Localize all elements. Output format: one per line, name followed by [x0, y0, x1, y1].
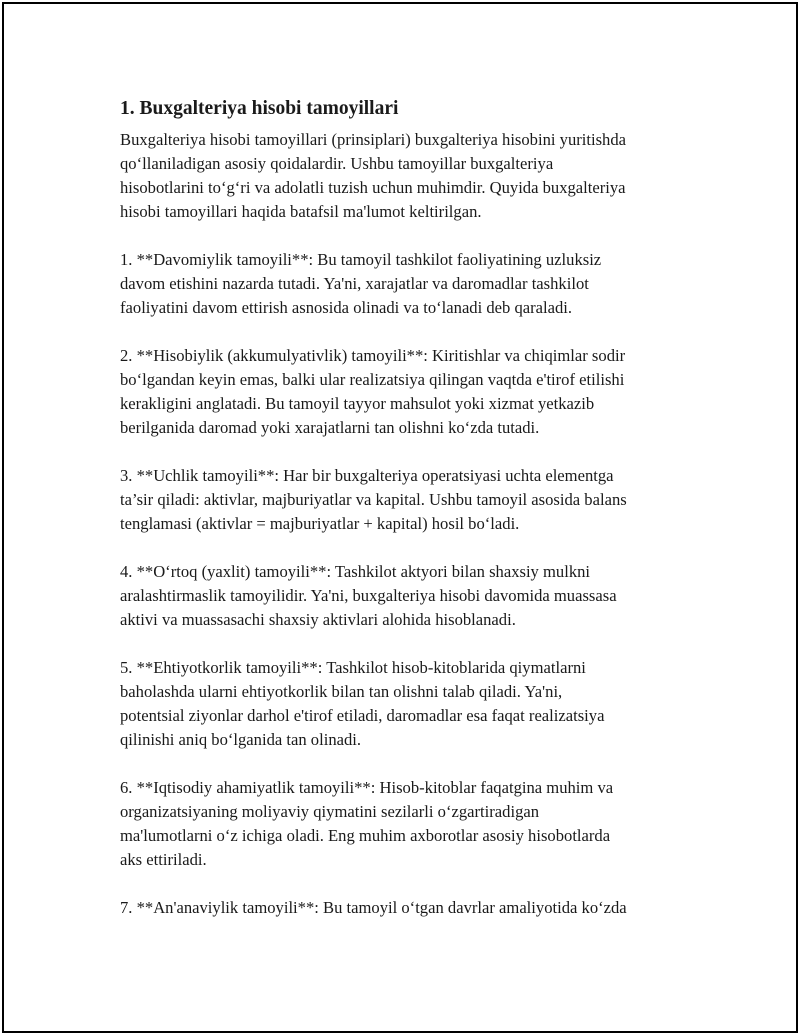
document-page	[2, 2, 798, 1033]
paragraph-line: kerakligini anglatadi. Bu tamoyil tayyor mahsulot yoki xizmat yetkazib	[120, 394, 595, 413]
paragraph-line: Buxgalteriya hisobi tamoyillari (prinsiplari) buxgalteriya hisobini yuritishda	[120, 130, 627, 149]
paragraph-line: aralashtirmaslik tamoyilidir. Ya'ni, buxgalteriya hisobi davomida muassasa	[120, 586, 617, 605]
paragraph-line: potentsial ziyonlar darhol e'tirof etiladi, daromadlar esa faqat realizatsiya	[120, 706, 605, 725]
paragraph-line: qilinishi aniq bo‘lganida tan olinadi.	[120, 730, 362, 749]
paragraph	[120, 560, 690, 632]
paragraph-line: baholashda ularni ehtiyotkorlik bilan tan olishni talab qiladi. Ya'ni,	[120, 682, 563, 701]
paragraph-line: 2. **Hisobiylik (akkumulyativlik) tamoyili**: Kiritishlar va chiqimlar sodir	[120, 346, 626, 365]
paragraph	[120, 776, 690, 872]
paragraph	[120, 128, 690, 224]
paragraph-line: bo‘lgandan keyin emas, balki ular realizatsiya qilingan vaqtda e'tirof etilishi	[120, 370, 625, 389]
paragraph-line: 3. **Uchlik tamoyili**: Har bir buxgalteriya operatsiyasi uchta elementga	[120, 466, 614, 485]
paragraph-line: davom etishini nazarda tutadi. Ya'ni, xarajatlar va daromadlar tashkilot	[120, 274, 589, 293]
paragraph-line: qo‘llaniladigan asosiy qoidalardir. Ushbu tamoyillar buxgalteriya	[120, 154, 554, 173]
paragraph	[120, 896, 690, 920]
paragraph-line: ma'lumotlarni o‘z ichiga oladi. Eng muhim axborotlar asosiy hisobotlarda	[120, 826, 611, 845]
paragraph-line: 4. **O‘rtoq (yaxlit) tamoyili**: Tashkilot aktyori bilan shaxsiy mulkni	[120, 562, 591, 581]
paragraph-line: aks ettiriladi.	[120, 850, 207, 869]
paragraph-line: aktivi va muassasachi shaxsiy aktivlari alohida hisoblanadi.	[120, 610, 516, 629]
paragraph	[120, 344, 690, 440]
paragraph	[120, 464, 690, 536]
paragraph-line: faoliyatini davom ettirish asnosida olinadi va to‘lanadi deb qaraladi.	[120, 298, 573, 317]
document-content	[120, 94, 690, 944]
document-title: 1. Buxgalteriya hisobi tamoyillari	[120, 98, 399, 119]
paragraph-line: hisobotlarini to‘g‘ri va adolatli tuzish uchun muhimdir. Quyida buxgalteriya	[120, 178, 626, 197]
paragraph-line: tenglamasi (aktivlar = majburiyatlar + kapital) hosil bo‘ladi.	[120, 514, 520, 533]
paragraph-line: 1. **Davomiylik tamoyili**: Bu tamoyil tashkilot faoliyatining uzluksiz	[120, 250, 602, 269]
paragraph-line: berilganida daromad yoki xarajatlarni tan olishni ko‘zda tutadi.	[120, 418, 540, 437]
paragraph-line: 7. **An'anaviylik tamoyili**: Bu tamoyil o‘tgan davrlar amaliyotida ko‘zda	[120, 898, 627, 917]
paragraph-line: 5. **Ehtiyotkorlik tamoyili**: Tashkilot hisob-kitoblarida qiymatlarni	[120, 658, 586, 677]
paragraph-line: hisobi tamoyillari haqida batafsil ma'lumot keltirilgan.	[120, 202, 482, 221]
paragraph	[120, 248, 690, 320]
document-body	[120, 128, 690, 920]
paragraph-line: organizatsiyaning moliyaviy qiymatini sezilarli o‘zgartiradigan	[120, 802, 540, 821]
paragraph	[120, 656, 690, 752]
paragraph-line: ta’sir qiladi: aktivlar, majburiyatlar va kapital. Ushbu tamoyil asosida balans	[120, 490, 627, 509]
paragraph-line: 6. **Iqtisodiy ahamiyatlik tamoyili**: Hisob-kitoblar faqatgina muhim va	[120, 778, 614, 797]
